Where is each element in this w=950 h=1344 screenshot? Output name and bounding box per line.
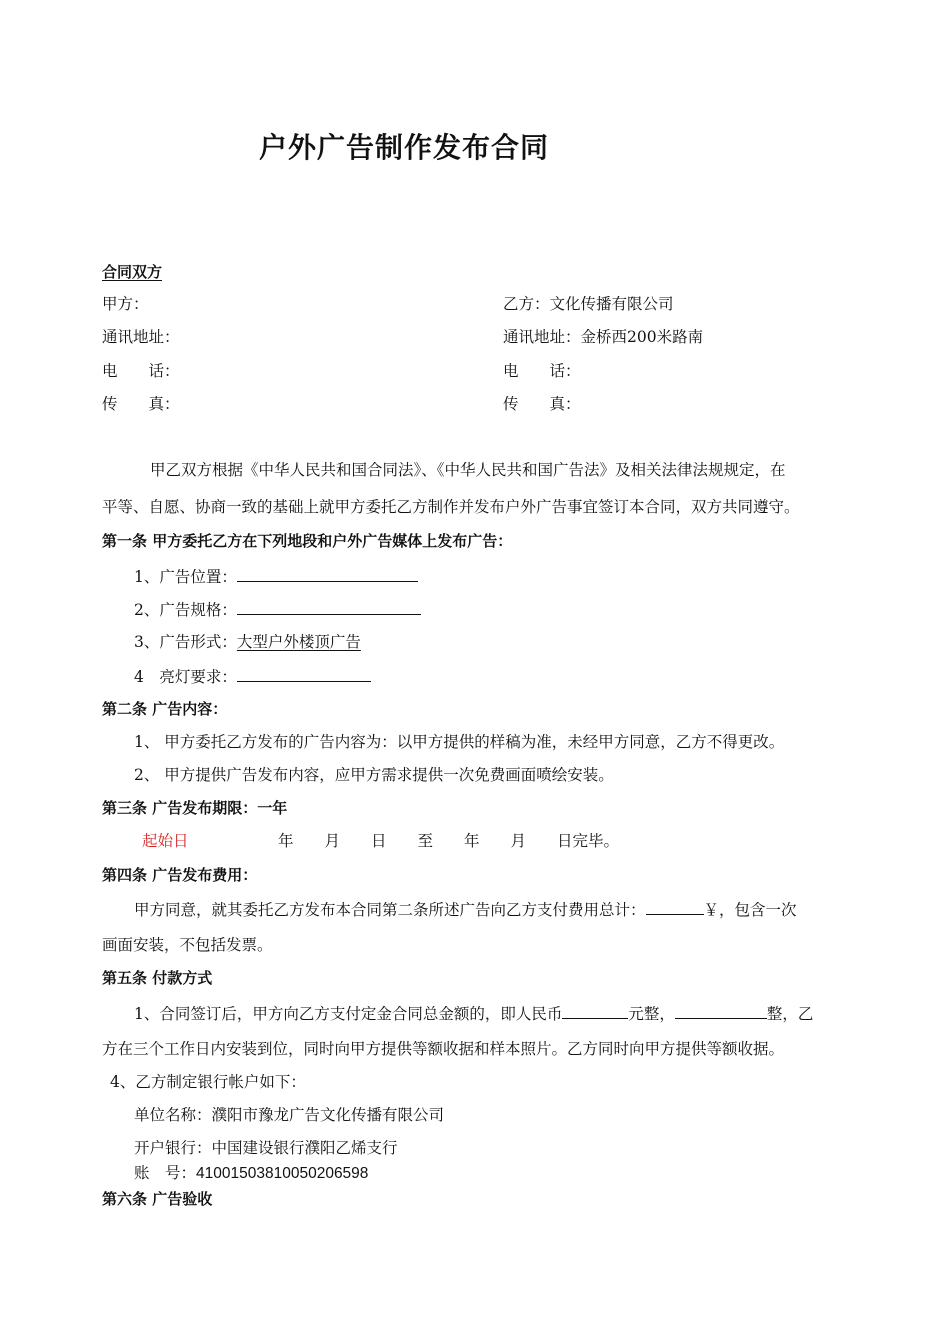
ad-format-value: 大型户外楼顶广告 (236, 633, 361, 651)
article-1-heading: 第一条 甲方委托乙方在下列地段和户外广告媒体上发布广告： (102, 532, 513, 550)
party-a-label: 甲方： (102, 295, 149, 313)
account-number: 41001503810050206598 (196, 1165, 369, 1182)
bank-unit-name: 单位名称：濮阳市豫龙广告文化传播有限公司 (134, 1106, 445, 1124)
bank-account (134, 1163, 368, 1184)
article-3-heading: 第三条 广告发布期限：一年 (102, 799, 288, 817)
article-2-heading: 第二条 广告内容： (102, 700, 228, 718)
article-2-item-1: 1、 甲方委托乙方发布的广告内容为：以甲方提供的样稿为准，未经甲方同意，乙方不得更改。 (134, 733, 785, 751)
article-4-heading: 第四条 广告发布费用： (102, 866, 258, 884)
article-1-item-4 (134, 665, 371, 687)
article-2-item-2: 2、 甲方提供广告发布内容，应甲方需求提供一次免费画面喷绘安装。 (134, 766, 614, 784)
party-a-phone-label: 电 话： (102, 362, 180, 380)
date-range: 年 月 日 至 年 月 日完毕。 (278, 832, 620, 850)
lighting-blank (237, 665, 371, 682)
deposit-words-blank (675, 1002, 767, 1019)
article-5-line-2: 方在三个工作日内安装到位，同时向甲方提供等额收据和样本照片。乙方同时向甲方提供等额收据。 (102, 1040, 785, 1058)
article-4-line-1 (134, 898, 797, 920)
party-a-fax-label: 传 真： (102, 395, 180, 413)
article-1-item-1 (134, 565, 418, 587)
preamble-line-2: 平等、自愿、协商一致的基础上就甲方委托乙方制作并发布户外广告事宜签订本合同，双方共同遵守。 (102, 498, 800, 516)
fee-text: 甲方同意，就其委托乙方发布本合同第二条所述广告向乙方支付费用总计： (134, 901, 646, 919)
deposit-unit-text: 元整， (628, 1005, 675, 1023)
account-label: 账 号： (134, 1164, 197, 1182)
article-1-item-3 (134, 632, 361, 652)
ad-size-blank (237, 598, 421, 615)
parties-heading: 合同双方 (102, 263, 163, 281)
party-a-address-label: 通讯地址： (102, 328, 180, 346)
start-date-label: 起始日 (142, 832, 189, 850)
party-b-address: 通讯地址：金桥西200米路南 (503, 328, 704, 346)
lighting-label: 4 亮灯要求： (134, 668, 237, 686)
page-title: 户外广告制作发布合同 (259, 131, 550, 164)
ad-location-blank (237, 565, 418, 582)
article-6-heading: 第六条 广告验收 (102, 1190, 213, 1208)
article-1-item-2 (134, 598, 421, 620)
deposit-end-text: 整，乙 (766, 1005, 814, 1023)
preamble-line-1: 甲乙双方根据《中华人民共和国合同法》、《中华人民共和国广告法》及相关法律法规规定，在 (150, 461, 786, 479)
ad-location-label: 1、广告位置： (134, 568, 237, 586)
ad-size-label: 2、广告规格： (134, 601, 237, 619)
party-b-name: 乙方：文化传播有限公司 (503, 295, 674, 313)
article-5-heading: 第五条 付款方式 (102, 969, 213, 987)
deposit-text: 1、合同签订后，甲方向乙方支付定金合同总金额的，即人民币 (134, 1005, 563, 1023)
bank-name: 开户银行：中国建设银行濮阳乙烯支行 (134, 1139, 398, 1157)
party-b-fax-label: 传 真： (503, 395, 581, 413)
fee-currency-text: ￥，包含一次 (703, 901, 797, 919)
ad-format-label: 3、广告形式： (134, 633, 237, 651)
bank-heading: 4、乙方制定银行帐户如下： (110, 1073, 306, 1091)
fee-total-blank (646, 898, 704, 915)
deposit-amount-blank (562, 1002, 628, 1019)
article-5-line-1 (134, 1002, 813, 1024)
article-4-line-2: 画面安装，不包括发票。 (102, 936, 273, 954)
party-b-phone-label: 电 话： (503, 362, 581, 380)
